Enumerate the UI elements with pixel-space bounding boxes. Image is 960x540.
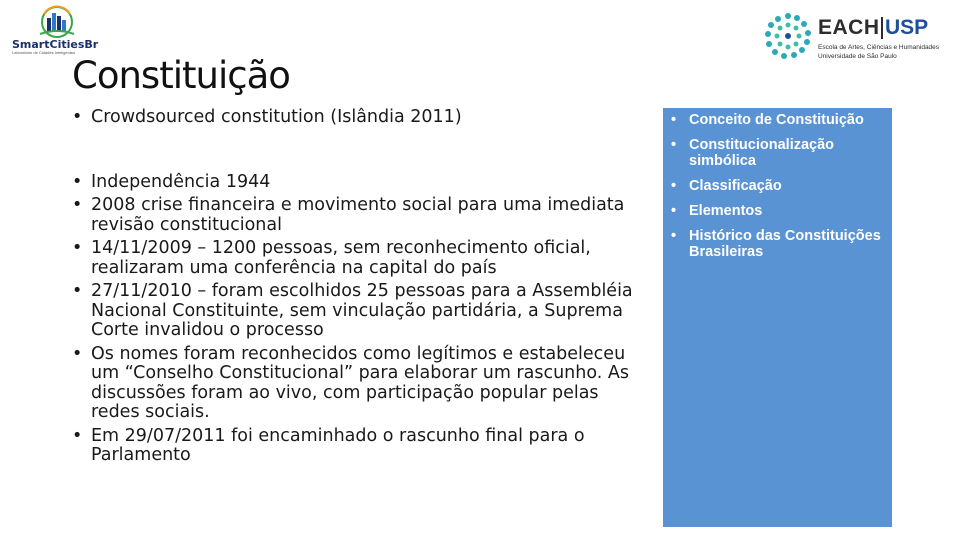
- bullet-item: • Em 29/07/2011 foi encaminhado o rascunho final para o Parlamento: [72, 427, 652, 466]
- each-subtitle-line2: Universidade de São Paulo: [818, 53, 897, 60]
- bullet-item: • 2008 crise financeira e movimento social para uma imediata revisão constitucional: [72, 196, 652, 235]
- topics-list: [671, 112, 889, 269]
- bullet-item: • Crowdsourced constitution (Islândia 2011): [72, 108, 652, 128]
- topics-side-panel: [663, 108, 892, 527]
- topic-item: • Classificação: [671, 178, 889, 194]
- usp-wordmark: USP: [885, 16, 929, 39]
- topic-item: • Histórico das Constituições Brasileiras: [671, 228, 889, 260]
- smartcitiesbr-brand: SmartCitiesBr: [12, 38, 99, 51]
- logo-divider: [881, 17, 883, 39]
- smartcitiesbr-logo: [8, 4, 99, 55]
- bullet-item: • Os nomes foram reconhecidos como legítimos e estabeleceu um “Conselho Constitucional” para elaborar um rascunho. As discussões foram ao vivo, com participação popular pelas redes sociais.: [72, 345, 652, 423]
- bullet-item: • Independência 1944: [72, 173, 652, 193]
- slide-title: Constituição: [72, 54, 290, 97]
- each-wordmark: EACH: [818, 16, 880, 39]
- bullet-item: • 27/11/2010 – foram escolhidos 25 pessoas para a Assembléia Nacional Constituinte, sem vinculação partidária, a Suprema Corte invalidou o processo: [72, 282, 652, 341]
- main-bullet-list: [72, 108, 652, 470]
- each-mosaic-icon: [762, 10, 814, 62]
- topic-item: • Constitucionalização simbólica: [671, 137, 889, 169]
- each-subtitle-line1: Escola de Artes, Ciências e Humanidades: [818, 44, 940, 51]
- each-usp-logo: [762, 8, 952, 64]
- bullet-item: • 14/11/2009 – 1200 pessoas, sem reconhecimento oficial, realizaram uma conferência na capital do país: [72, 239, 652, 278]
- smartcitiesbr-tagline: Laboratório de Cidades Inteligentes: [12, 50, 76, 55]
- city-skyline-icon: [22, 4, 92, 40]
- topic-item: • Elementos: [671, 203, 889, 219]
- topic-item: • Conceito de Constituição: [671, 112, 889, 128]
